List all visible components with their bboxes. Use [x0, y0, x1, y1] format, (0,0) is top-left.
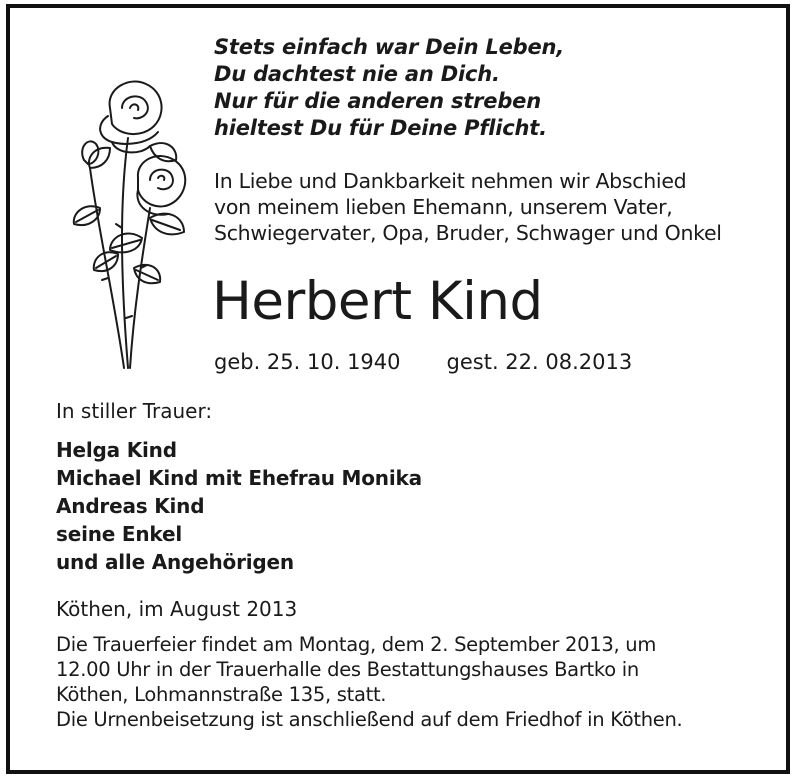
farewell-line: In Liebe und Dankbarkeit nehmen wir Abschied [214, 169, 687, 193]
birth-date: geb. 25. 10. 1940 [214, 350, 401, 374]
ceremony-info [56, 632, 768, 732]
mourners-list [56, 436, 422, 576]
farewell-line: Schwiegervater, Opa, Bruder, Schwager und Onkel [214, 221, 722, 245]
poem-line: Nur für die anderen streben [214, 89, 541, 113]
mourner: Helga Kind [56, 438, 177, 462]
ceremony-line: Die Trauerfeier findet am Montag, dem 2. September 2013, um [56, 633, 657, 656]
farewell-text [214, 168, 774, 246]
ceremony-line: Die Urnenbeisetzung ist anschließend auf dem Friedhof in Köthen. [56, 708, 683, 731]
deceased-name: Herbert Kind [212, 271, 543, 332]
place-date: Köthen, im August 2013 [56, 597, 298, 621]
life-dates [214, 348, 632, 376]
obituary-notice [6, 4, 790, 774]
ceremony-line: 12.00 Uhr in der Trauerhalle des Bestattungshauses Bartko in [56, 658, 639, 681]
mourner: und alle Angehörigen [56, 550, 294, 574]
mourner: seine Enkel [56, 522, 182, 546]
mourning-label: In stiller Trauer: [56, 399, 213, 423]
poem-line: Stets einfach war Dein Leben, [214, 35, 565, 59]
mourner: Andreas Kind [56, 494, 205, 518]
poem-line: hieltest Du für Deine Pflicht. [214, 116, 547, 140]
farewell-line: von meinem lieben Ehemann, unserem Vater, [214, 195, 673, 219]
mourner: Michael Kind mit Ehefrau Monika [56, 466, 422, 490]
poem [214, 34, 774, 142]
poem-line: Du dachtest nie an Dich. [214, 62, 500, 86]
ceremony-line: Köthen, Lohmannstraße 135, statt. [56, 683, 387, 706]
roses-icon [50, 68, 200, 378]
death-date: gest. 22. 08.2013 [446, 350, 633, 374]
